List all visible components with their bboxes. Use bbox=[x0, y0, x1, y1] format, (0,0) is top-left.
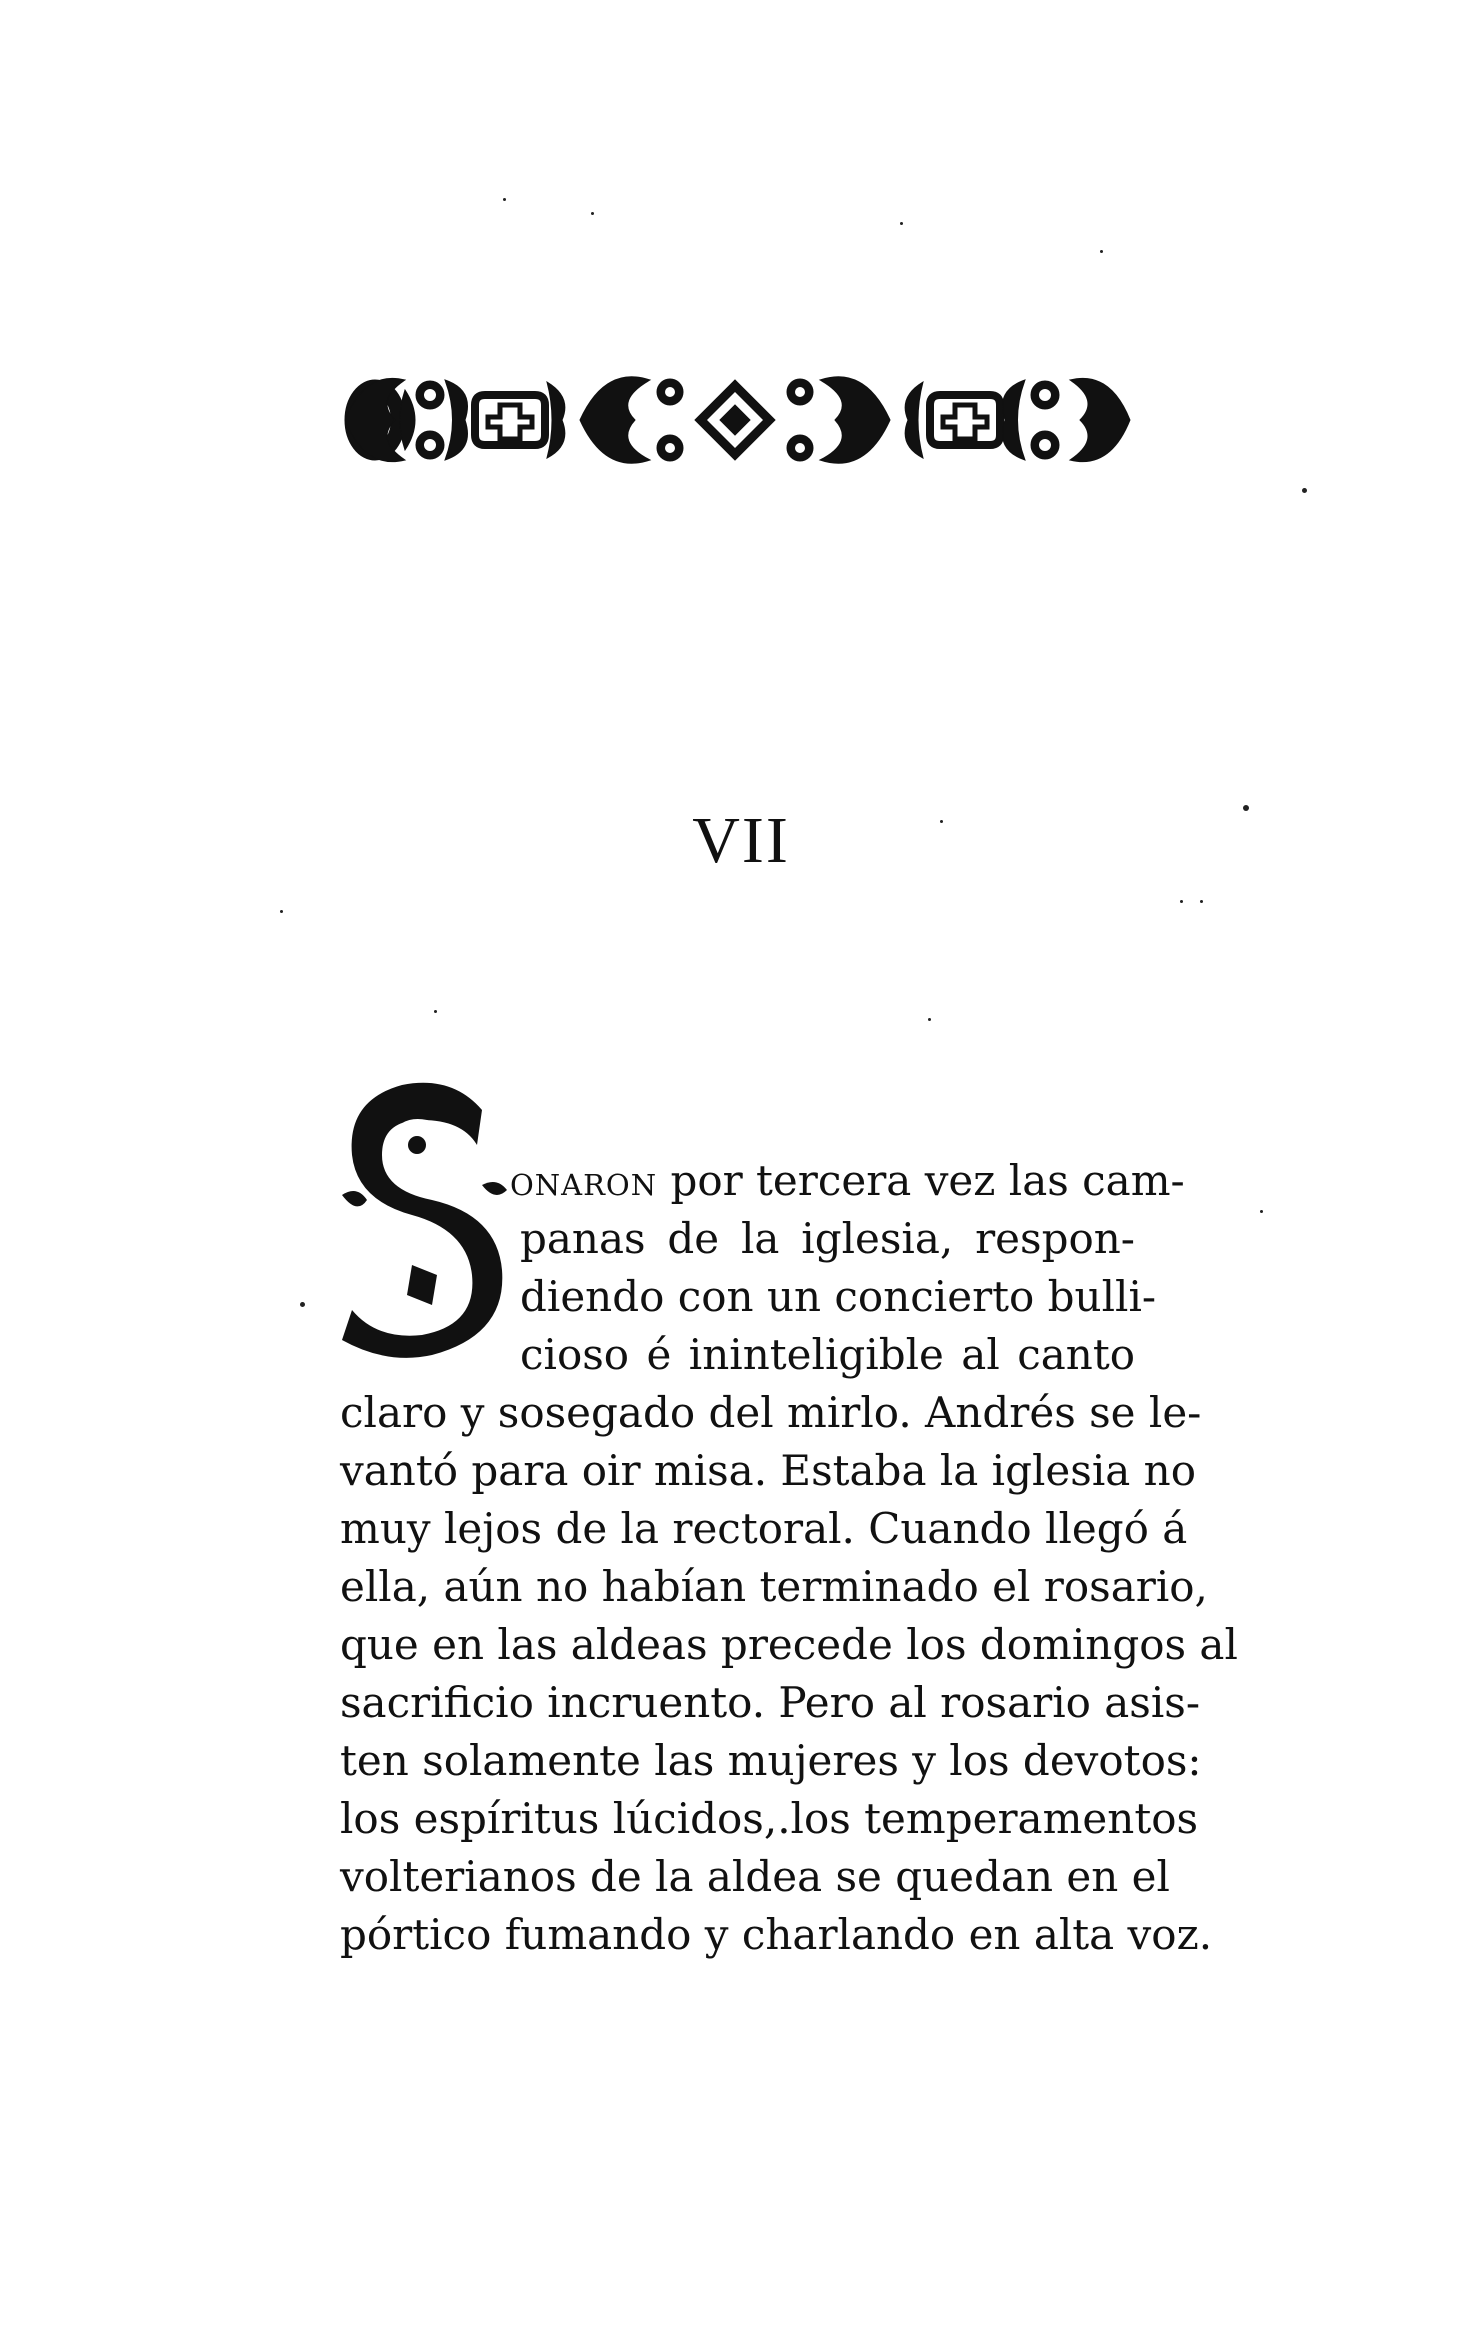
line-text: sacrificio incruento. Pero al rosario asis- bbox=[340, 1678, 1201, 1727]
line-text: vantó para oir misa. Estaba la iglesia no bbox=[340, 1446, 1196, 1495]
paragraph-line bbox=[520, 1214, 1135, 1263]
print-speck bbox=[300, 1302, 305, 1307]
drop-cap-s-icon bbox=[332, 1075, 517, 1365]
line-text: panas de la iglesia, respon- bbox=[520, 1214, 1135, 1263]
print-speck bbox=[1200, 900, 1203, 903]
line-text: volterianos de la aldea se quedan en el bbox=[340, 1852, 1170, 1901]
chapter-number: VII bbox=[692, 804, 790, 877]
paragraph-line bbox=[340, 1678, 1201, 1727]
line-text: ella, aún no habían terminado el rosario, bbox=[340, 1562, 1208, 1611]
paragraph-line bbox=[340, 1794, 1199, 1843]
decorative-ornament-band bbox=[335, 360, 1140, 480]
paragraph-line bbox=[520, 1330, 1135, 1379]
paragraph-line bbox=[340, 1446, 1196, 1495]
paragraph-line bbox=[510, 1156, 1185, 1205]
lead-word: onaron bbox=[510, 1156, 658, 1205]
print-speck bbox=[280, 910, 283, 913]
print-speck bbox=[1302, 488, 1307, 493]
paragraph-line-last bbox=[340, 1910, 1213, 1959]
line-text: los espíritus lúcidos,.los temperamentos bbox=[340, 1794, 1199, 1843]
paragraph-line bbox=[340, 1852, 1170, 1901]
print-speck bbox=[1100, 250, 1103, 253]
line-text: ten solamente las mujeres y los devotos: bbox=[340, 1736, 1202, 1785]
print-speck bbox=[1180, 900, 1183, 903]
print-speck bbox=[503, 198, 506, 201]
illuminated-drop-cap bbox=[332, 1075, 517, 1365]
paragraph-line bbox=[340, 1562, 1208, 1611]
print-speck bbox=[591, 212, 594, 215]
line-text: muy lejos de la rectoral. Cuando llegó á bbox=[340, 1504, 1188, 1553]
print-speck bbox=[900, 222, 903, 225]
paragraph-line bbox=[520, 1272, 1157, 1321]
print-speck bbox=[1260, 1210, 1263, 1213]
print-speck bbox=[434, 1010, 437, 1013]
paragraph-line bbox=[340, 1388, 1202, 1437]
line-text: que en las aldeas precede los domingos al bbox=[340, 1620, 1238, 1669]
line-text: por tercera vez las cam- bbox=[670, 1156, 1185, 1205]
paragraph-line bbox=[340, 1620, 1238, 1669]
line-text: diendo con un concierto bulli- bbox=[520, 1272, 1157, 1321]
paragraph-line bbox=[340, 1504, 1188, 1553]
print-speck bbox=[928, 1018, 931, 1021]
paragraph-line bbox=[340, 1736, 1202, 1785]
line-text: claro y sosegado del mirlo. Andrés se le- bbox=[340, 1388, 1202, 1437]
line-text: pórtico fumando y charlando en alta voz. bbox=[340, 1910, 1213, 1959]
line-text: cioso é ininteligible al canto bbox=[520, 1330, 1135, 1379]
